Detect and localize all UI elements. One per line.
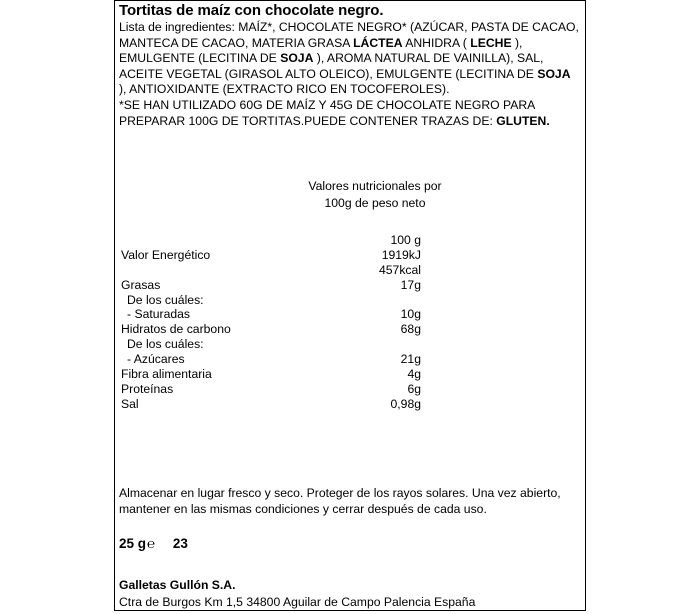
allergen-text: LÁCTEA	[353, 35, 403, 50]
nutrition-header	[290, 178, 460, 212]
unit-count: 23	[172, 536, 188, 551]
nutrition-table	[121, 233, 421, 412]
nutrition-value: 4g	[407, 367, 421, 382]
nutrition-row	[121, 307, 421, 322]
nutrition-label: De los cuáles:	[127, 337, 204, 352]
nutrition-value: 21g	[400, 352, 421, 367]
net-weight	[119, 536, 188, 551]
nutrition-row	[121, 263, 421, 278]
nutrition-row	[121, 382, 421, 397]
ingredient-text: Lista de ingredientes: MAÍZ*, CHOCOLATE NEGRO* (AZÚCAR, PASTA DE CACAO, MANTECA DE CACAO, MATERIA GRASA	[119, 20, 579, 50]
nutrition-row	[121, 278, 421, 293]
company-name: Galletas Gullón S.A.	[119, 578, 236, 592]
weight-amount: 25 g	[119, 536, 147, 551]
nutrition-label: Valor Energético	[121, 247, 211, 262]
nutrition-value: 457kcal	[378, 262, 421, 277]
nutrition-label: - Saturadas	[127, 307, 191, 322]
ingredient-text: ), AROMA NATURAL DE VAINILLA), SAL, ACEITE VEGETAL (GIRASOL ALTO OLEICO), EMULGENTE (LECITINA DE	[119, 51, 544, 81]
nutrition-row	[121, 322, 421, 337]
nutrition-row	[121, 367, 421, 382]
nutrition-value: 17g	[400, 277, 421, 292]
product-title: Tortitas de maíz con chocolate negro.	[119, 2, 384, 19]
nutrition-label: Fibra alimentaria	[121, 367, 212, 382]
ingredient-text: ), EMULGENTE (LECITINA DE	[119, 35, 523, 66]
allergen-text: LECHE	[470, 35, 512, 50]
nutrition-label: Sal	[121, 396, 139, 411]
nutrition-header-line2: 100g de peso neto	[324, 196, 426, 210]
allergen-text: GLUTEN.	[496, 113, 550, 128]
nutrition-value: 6g	[407, 381, 421, 396]
nutrition-value: 100 g	[390, 233, 421, 247]
nutrition-row	[121, 233, 421, 248]
nutrition-label: Proteínas	[121, 381, 174, 396]
ingredient-text: ), ANTIOXIDANTE (EXTRACTO RICO EN TOCOFEROLES).	[119, 82, 450, 97]
storage-instructions: Almacenar en lugar fresco y seco. Proteger de los rayos solares. Una vez abierto, mantener en las mismas condiciones y cerrar después de cada uso.	[119, 486, 561, 516]
nutrition-value: 68g	[400, 322, 421, 337]
nutrition-row	[121, 293, 421, 308]
allergen-text: SOJA	[537, 66, 571, 81]
allergen-text: SOJA	[280, 51, 314, 66]
ingredients-list	[119, 20, 581, 129]
nutrition-value: 0,98g	[390, 396, 421, 411]
company-address: Ctra de Burgos Km 1,5 34800 Aguilar de Campo Palencia España	[119, 595, 476, 609]
ingredient-text: ANHIDRA (	[402, 35, 471, 50]
estimated-sign: ℮	[147, 536, 156, 551]
nutrition-label: Hidratos de carbono	[121, 322, 231, 337]
nutrition-value: 1919kJ	[381, 247, 421, 262]
nutrition-header-line1: Valores nutricionales por	[308, 179, 442, 193]
nutrition-label: De los cuáles:	[127, 292, 204, 307]
nutrition-row	[121, 337, 421, 352]
nutrition-value: 10g	[400, 307, 421, 322]
nutrition-row	[121, 397, 421, 412]
nutrition-row	[121, 352, 421, 367]
ingredient-text: *SE HAN UTILIZADO 60G DE MAÍZ Y 45G DE CHOCOLATE NEGRO PARA PREPARAR 100G DE TORTITAS.PUEDE CONTENER TRAZAS DE:	[119, 97, 535, 128]
nutrition-label: - Azúcares	[127, 352, 185, 367]
nutrition-label: Grasas	[121, 277, 161, 292]
nutrition-row	[121, 248, 421, 263]
